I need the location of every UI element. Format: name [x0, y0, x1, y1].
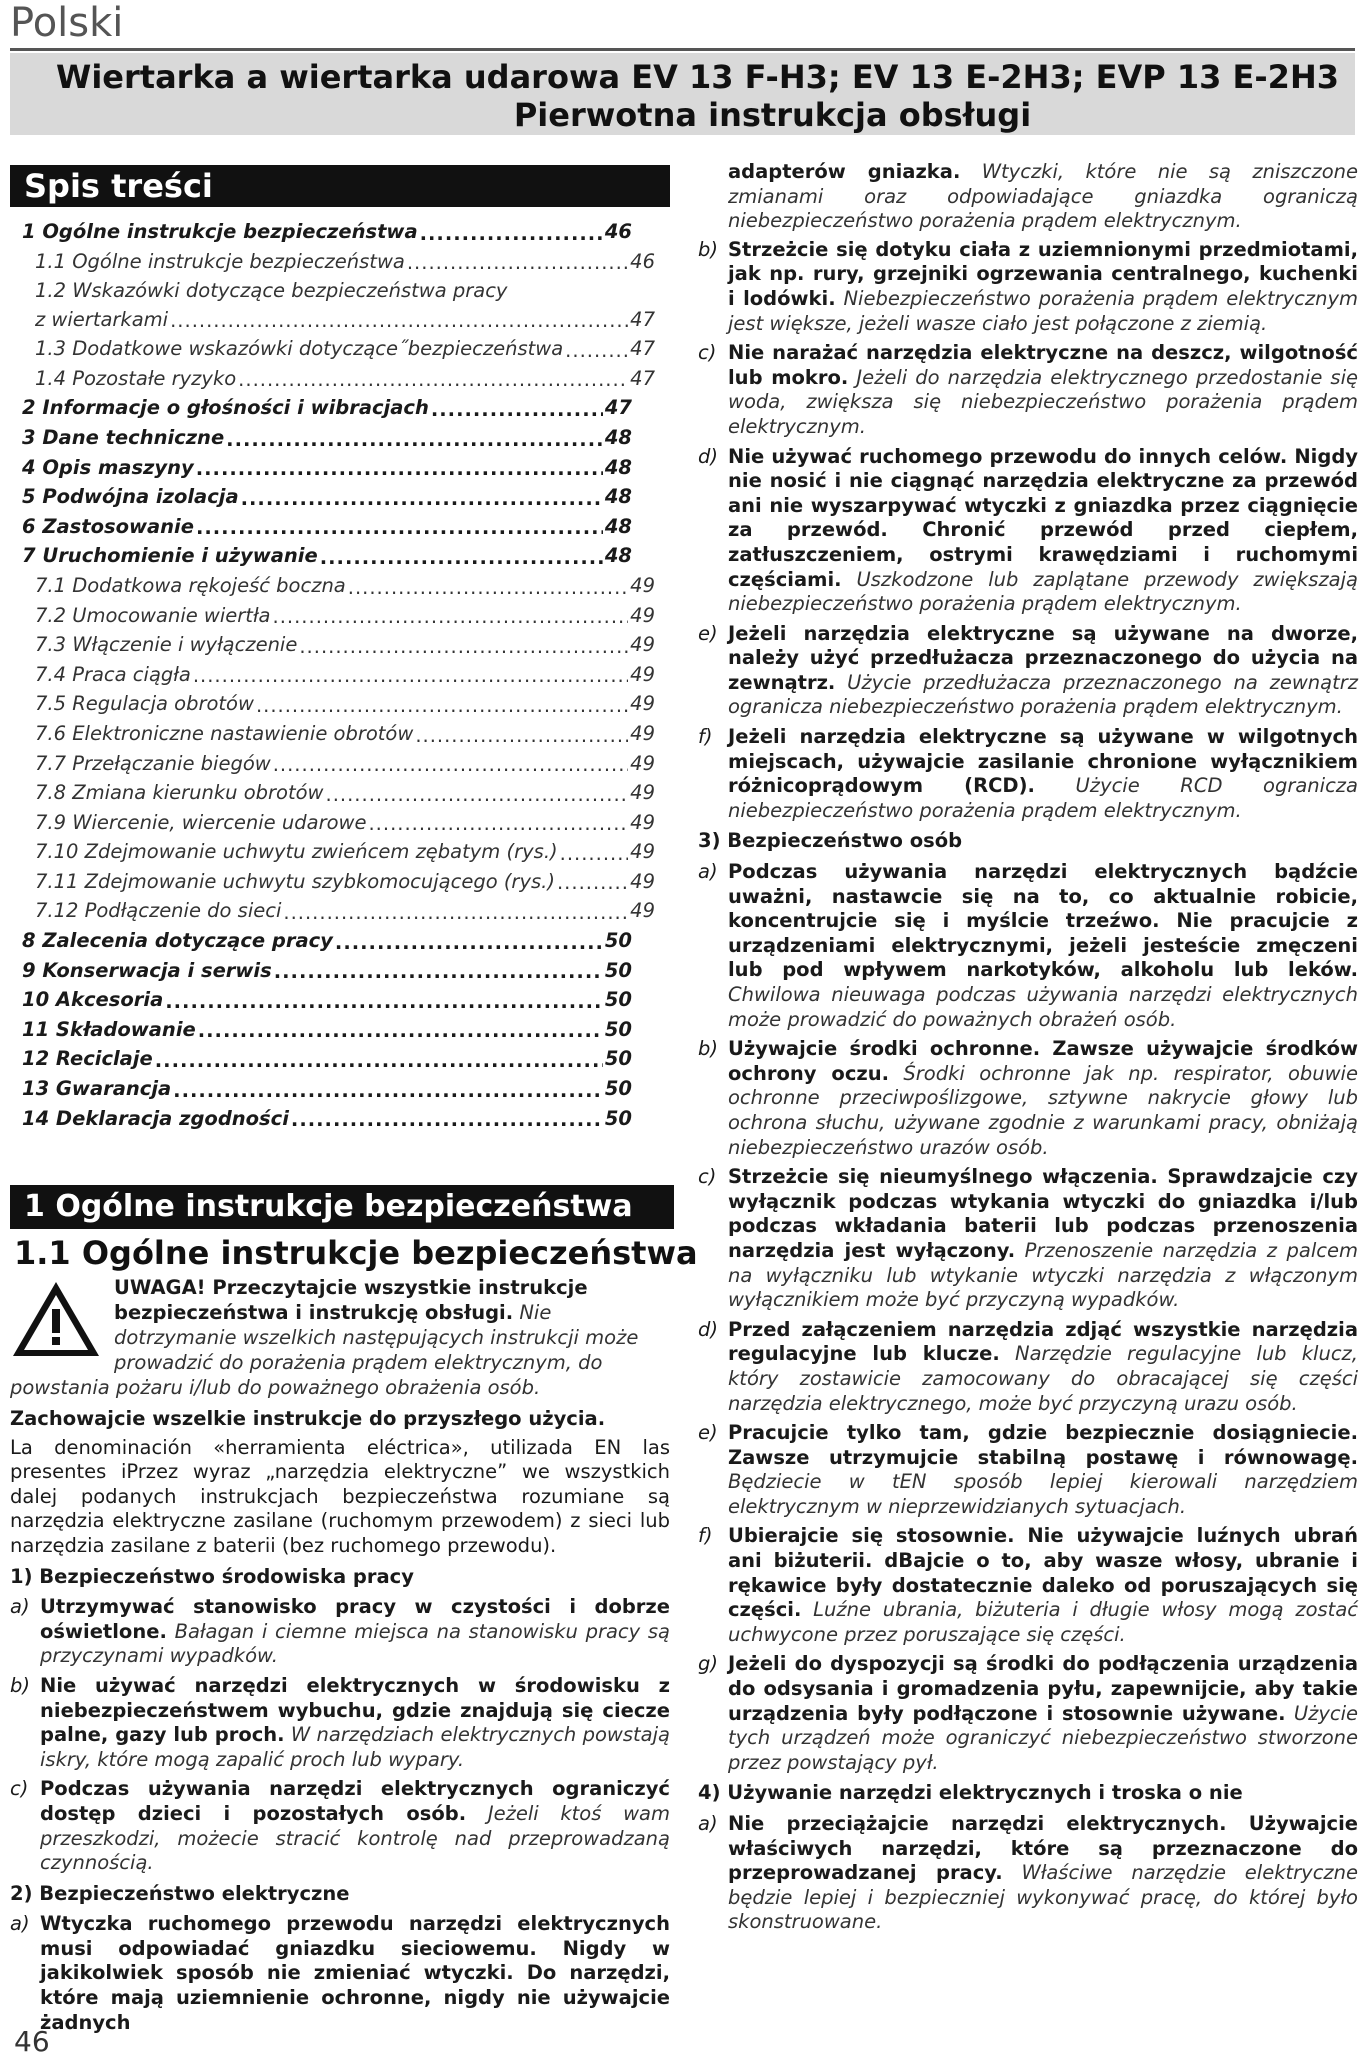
item-bold-text: Nie używać ruchomego przewodu do innych celów. Nigdy nie nosić i nie ciągnąć narzędzia elektryczne za przewód ani nie wyszarpywać wtyczki z gniazdka przez ciągnięcie za przewód. Chronić przewód przed ciepłem, zatłuszczeniem, ostrymi krawędziami i ruchomymi częściami.	[728, 444, 1358, 591]
item-marker: d)	[698, 1317, 718, 1341]
subsection-heading-3: 3) Bezpieczeństwo osób	[698, 829, 963, 853]
toc-entry-page: 50	[604, 929, 632, 953]
toc-entry-page: 47	[630, 308, 655, 332]
toc-entry-page: 50	[604, 1077, 632, 1101]
subsection-2-list	[698, 238, 1358, 824]
item-marker: a)	[698, 860, 718, 884]
warning-block	[10, 1275, 670, 1400]
item-marker: d)	[698, 444, 718, 468]
item-italic-text: Właściwe narzędzie elektryczne będzie lepiej i bezpieczniej wykonywać pracę, do której było skonstruowane.	[728, 1861, 1359, 1934]
item-marker: c)	[698, 1165, 717, 1189]
item-bold-text: Nie przeciążajcie narzędzi elektrycznych. Używajcie właściwych narzędzi, które są przeznaczone do przeprowadzanej pracy.	[728, 1812, 1358, 1885]
toc-leader	[238, 373, 628, 393]
toc-leader	[283, 906, 628, 926]
toc-entry-label: 7.10 Zdejmowanie uchwytu zwieńcem zębatym (rys.)	[35, 840, 558, 864]
list-item	[698, 238, 1358, 336]
warning-bold-text: UWAGA! Przeczytajcie wszystkie instrukcje bezpieczeństwa i instrukcję obsługi.	[114, 1276, 588, 1324]
toc-entry-page: 47	[630, 337, 655, 361]
toc-entry-page: 49	[630, 810, 655, 834]
item-italic-text: Narzędzie regulacyjne lub klucz, który zostawicie zamocowany do obracającej się części narzędzia elektrycznego, może być przyczyną urazu osób.	[728, 1342, 1358, 1415]
list-item	[10, 1595, 670, 1669]
toc-leader	[196, 521, 603, 541]
toc-entry-label: 8 Zalecenia dotyczące pracy	[22, 929, 333, 953]
warning-italic-text: Nie dotrzymanie wszelkich następujących instrukcji może prowadzić do porażenia prądem elektrycznym, do powstania pożaru i/lub do poważnego obrażenia osób.	[10, 1301, 639, 1399]
list-item	[10, 1912, 670, 2035]
toc-entry-page: 50	[604, 1106, 632, 1130]
toc-entry-label: 7.7 Przełączanie biegów	[35, 751, 271, 775]
toc-entry-label-cont: z wiertarkami	[35, 308, 169, 332]
item-marker: b)	[698, 1037, 718, 1061]
toc-leader	[241, 492, 603, 512]
toc-entry-page: 50	[604, 988, 632, 1012]
toc-leader	[407, 256, 628, 276]
toc-entry-label: 3 Dane techniczne	[22, 425, 225, 449]
toc-entry-label: 4 Opis maszyny	[22, 455, 194, 479]
section-heading-1-1: 1.1 Ogólne instrukcje bezpieczeństwa	[14, 1234, 698, 1272]
toc-entry	[10, 541, 632, 571]
subsection-4-list	[698, 1812, 1358, 1935]
toc-entry-line2	[35, 305, 655, 334]
item-bold-text: Nie narażać narzędzia elektryczne na deszcz, wilgotność lub mokro.	[728, 341, 1358, 389]
item-italic-text: Uszkodzone lub zaplątane przewody zwiększają niebezpieczeństwo porażenia prądem elektrycznym.	[728, 567, 1358, 616]
toc-entry-page: 48	[604, 514, 632, 538]
item-bold-text: Jeżeli narzędzia elektryczne są używane na dworze, należy użyć przedłużacza przeznaczonego do użycia na zewnątrz.	[728, 621, 1358, 694]
toc-entry-label: 1.4 Pozostałe ryzyko	[35, 366, 237, 390]
toc-entry-page: 49	[630, 603, 655, 627]
toc-leader	[165, 995, 603, 1015]
list-item	[698, 1165, 1358, 1313]
toc-leader	[368, 817, 628, 837]
toc-entry-label: 7.5 Regulacja obrotów	[35, 692, 254, 716]
toc-entry-page: 49	[630, 781, 655, 805]
item-marker: f)	[698, 1524, 713, 1548]
list-item	[698, 860, 1358, 1032]
list-item	[10, 1674, 670, 1772]
toc-entry	[10, 660, 655, 690]
toc-entry-page: 48	[604, 544, 632, 568]
subsection-heading-2: 2) Bezpieczeństwo elektryczne	[10, 1881, 350, 1905]
continued-italic: Wtyczki, które nie są zniszczone zmianami oraz odpowiadające gniazdka ograniczą niebezpieczeństwo porażenia prądem elektrycznym.	[728, 160, 1359, 233]
page-number: 46	[14, 2025, 50, 2058]
item-text	[40, 1595, 670, 1669]
toc-leader	[196, 462, 603, 482]
toc-leader	[557, 876, 628, 896]
toc-entry-page: 46	[630, 249, 655, 273]
keep-instructions: Zachowajcie wszelkie instrukcje do przyszłego użycia.	[10, 1407, 606, 1430]
toc-entry-page: 47	[630, 366, 655, 390]
title-line-1: Wiertarka a wiertarka udarowa EV 13 F-H3; EV 13 E-2H3; EVP 13 E-2H3	[56, 58, 1339, 96]
item-marker: c)	[698, 341, 717, 365]
toc-leader	[198, 1024, 603, 1044]
toc-entry-label: 1.1 Ogólne instrukcje bezpieczeństwa	[35, 249, 405, 273]
toc-entry-label: 7.12 Podłączenie do sieci	[35, 899, 282, 923]
definition-paragraph: La denominación «herramienta eléctrica», utilizada EN las presentes iPrzez wyraz „narzędzia elektryczne” we wszystkich dalej podanych instrukcjach bezpieczeństwa rozumiane są narzędzia elektryczne zasilane (ruchomym przewodem) z sieci lub narzędzia zasilane z baterii (bez ruchomego przewodu).	[10, 1435, 670, 1557]
toc-entry-page: 48	[604, 455, 632, 479]
list-item	[698, 1318, 1358, 1416]
item-bold-text: Podczas używania narzędzi elektrycznych bądźcie uważni, nastawcie się na to, co aktualnie robicie, koncentrujcie się i myślcie trzeźwo. Nie pracujcie z urządzeniami elektrycznymi, jeżeli jesteście zmęczeni lub pod wpływem narkotyków, alkoholu lub leków.	[728, 860, 1358, 982]
language-label: Polski	[10, 0, 124, 46]
toc-leader	[326, 788, 629, 808]
item-marker: b)	[10, 1673, 30, 1697]
item-bold-text: Nie używać narzędzi elektrycznych w środowisku z niebezpieczeństwem wybuchu, gdzie znajdują się ciecze palne, gazy lub proch.	[40, 1673, 670, 1747]
toc-entry-label: 7.2 Umocowanie wiertła	[35, 603, 271, 627]
right-column	[698, 160, 1358, 1940]
subsection-3-list	[698, 860, 1358, 1775]
toc-entry-label: 7.1 Dodatkowa rękojeść boczna	[35, 573, 346, 597]
toc-entry-page: 49	[630, 721, 655, 745]
toc-leader	[348, 581, 628, 601]
list-item	[698, 1812, 1358, 1935]
toc-entry	[10, 276, 655, 334]
item-bold-text: Ubierajcie się stosownie. Nie używajcie luźnych ubrań ani biżuterii. dBajcie o to, aby wasze włosy, ubranie i rękawice były dostatecznie daleko od poruszających się części.	[728, 1524, 1358, 1622]
toc-entry	[10, 601, 655, 631]
toc-entry-page: 49	[630, 751, 655, 775]
item-marker: e)	[698, 1421, 718, 1445]
toc-entry	[10, 1074, 632, 1104]
item-marker: e)	[698, 621, 718, 645]
toc-entry-page: 47	[604, 396, 632, 420]
toc-entry-label: 12 Reciclaje	[22, 1047, 153, 1071]
toc-entry-page: 48	[604, 425, 632, 449]
item-text	[40, 1674, 670, 1772]
toc-leader	[320, 551, 603, 571]
toc-leader	[560, 847, 629, 867]
toc-leader	[173, 1084, 603, 1104]
toc-heading: Spis treści	[10, 165, 670, 207]
item-bold-text: Jeżeli narzędzia elektryczne są używane w wilgotnych miejscach, używajcie zasilanie chronione wyłącznikiem różnicoprądowym (RCD).	[728, 725, 1358, 798]
item-text	[728, 1524, 1358, 1647]
item-text	[728, 860, 1358, 1032]
toc-leader	[193, 669, 628, 689]
toc-entry	[10, 512, 632, 542]
item-bold-text: Strzeżcie się dotyku ciała z uziemnionymi przedmiotami, jak np. rury, grzejniki ogrzewania centralnego, kuchenki i lodówki.	[728, 237, 1358, 310]
table-of-contents	[10, 217, 670, 1133]
toc-entry	[10, 630, 655, 660]
item-text	[728, 622, 1358, 720]
toc-entry	[10, 808, 655, 838]
toc-entry-page: 49	[630, 869, 655, 893]
item-italic-text: Chwilowa nieuwaga podczas używania narzędzi elektrycznych może prowadzić do poważnych obrażeń osób.	[728, 983, 1358, 1031]
list-item	[698, 1421, 1358, 1519]
toc-entry	[10, 334, 655, 364]
toc-entry-label: 10 Akcesoria	[22, 988, 164, 1012]
toc-entry-label: 14 Deklaracja zgodności	[22, 1106, 289, 1130]
item-bold-text: Jeżeli do dyspozycji są środki do podłączenia urządzenia do odsysania i gromadzenia pyłu, zapewnijcie, aby takie urządzenia były podłączone i stosownie używane.	[728, 1652, 1358, 1725]
toc-leader	[226, 433, 603, 453]
item-marker: g)	[698, 1652, 718, 1676]
toc-entry-label: 7.9 Wiercenie, wiercenie udarowe	[35, 810, 367, 834]
subsection-1-list	[10, 1595, 670, 1876]
toc-entry	[10, 719, 655, 749]
subsection-heading-1: 1) Bezpieczeństwo środowiska pracy	[10, 1564, 414, 1588]
item-italic-text: W narzędziach elektrycznych powstają iskry, które mogą zapalić proch lub wypary.	[40, 1723, 670, 1771]
item-italic-text: Przenoszenie narzędzia z palcem na wyłączniku lub wtykanie wtyczki narzędzia z włączonym wyłącznikiem może być przyczyną wypadków.	[728, 1238, 1358, 1312]
item-marker: b)	[698, 237, 718, 261]
toc-entry-page: 49	[630, 662, 655, 686]
toc-entry	[10, 1104, 632, 1134]
toc-entry-label: 7 Uruchomienie i używanie	[22, 544, 318, 568]
toc-leader	[291, 1113, 603, 1133]
toc-entry	[10, 571, 655, 601]
item-text	[728, 445, 1358, 617]
list-item	[698, 622, 1358, 720]
toc-entry-page: 49	[630, 573, 655, 597]
toc-entry	[10, 778, 655, 808]
list-item	[698, 725, 1358, 823]
title-line-2: Pierwotna instrukcja obsługi	[513, 96, 1032, 134]
item-bold-text: Utrzymywać stanowisko pracy w czystości i dobrze oświetlone.	[40, 1595, 670, 1643]
toc-entry	[10, 217, 632, 247]
toc-leader	[299, 640, 628, 660]
toc-leader	[155, 1054, 603, 1074]
toc-entry-page: 49	[630, 692, 655, 716]
toc-entry	[10, 896, 655, 926]
toc-entry	[10, 423, 632, 453]
toc-entry-page: 50	[604, 1017, 632, 1041]
item-text	[728, 1165, 1358, 1313]
item-italic-text: Środki ochronne jak np. respirator, obuwie ochronne przeciwpoślizgowe, sztywne nakrycie głowy lub ochrona słuchu, używane zgodnie z warunkami pracy, obniżają niebezpieczeństwo urazów osób.	[728, 1061, 1358, 1159]
section-heading-1: 1 Ogólne instrukcje bezpieczeństwa	[10, 1185, 674, 1229]
list-item	[698, 1524, 1358, 1647]
header-rule	[10, 48, 1355, 51]
toc-entry-label: 2 Informacje o głośności i wibracjach	[22, 396, 429, 420]
toc-leader	[274, 965, 603, 985]
toc-leader	[420, 227, 603, 247]
item-text	[728, 1037, 1358, 1160]
item-text	[728, 341, 1358, 439]
item-text	[728, 238, 1358, 336]
toc-entry	[10, 1044, 632, 1074]
toc-entry-label: 9 Konserwacja i serwis	[22, 958, 272, 982]
continued-paragraph	[698, 160, 1358, 234]
toc-leader	[335, 936, 603, 956]
toc-entry-page: 48	[604, 485, 632, 509]
item-italic-text: Luźne ubrania, biżuteria i długie włosy mogą zostać uchwycone przez poruszające się części.	[728, 1598, 1358, 1646]
toc-entry-label: 13 Gwarancja	[22, 1077, 172, 1101]
toc-entry	[10, 689, 655, 719]
item-italic-text: Niebezpieczeństwo porażenia prądem elektrycznym jest większe, jeżeli wasze ciało jest połączone z ziemią.	[728, 286, 1358, 335]
toc-entry	[10, 1015, 632, 1045]
list-item	[698, 1652, 1358, 1775]
list-item	[698, 1037, 1358, 1160]
item-bold-text: Przed załączeniem narzędzia zdjąć wszystkie narzędzia regulacyjne lub klucze.	[728, 1317, 1358, 1366]
toc-entry	[10, 867, 655, 897]
item-text	[728, 725, 1358, 823]
warning-triangle-icon	[10, 1279, 102, 1359]
right-body	[698, 160, 1358, 1935]
toc-entry	[10, 749, 655, 779]
toc-entry-page: 50	[604, 1047, 632, 1071]
list-item	[698, 445, 1358, 617]
toc-entry-label: 7.6 Elektroniczne nastawienie obrotów	[35, 721, 414, 745]
toc-entry-label: 6 Zastosowanie	[22, 514, 194, 538]
toc-entry-label: 1.2 Wskazówki dotyczące bezpieczeństwa pracy	[35, 279, 508, 303]
toc-entry	[10, 247, 655, 277]
toc-entry	[10, 453, 632, 483]
toc-leader	[565, 344, 628, 364]
left-body	[10, 1407, 670, 2040]
item-marker: c)	[10, 1777, 29, 1801]
item-text	[728, 1652, 1358, 1775]
document-title	[10, 53, 1355, 135]
item-text	[728, 1318, 1358, 1416]
item-marker: a)	[698, 1812, 718, 1835]
item-italic-text: Będziecie w tEN sposób lepiej kierowali narzędziem elektrycznym w nieprzewidzianych sytuacjach.	[728, 1470, 1358, 1518]
item-italic-text: Jeżeli do narzędzia elektrycznego przedostanie się woda, zwiększa się niebezpieczeństwo porażenia prądem elektrycznym.	[728, 365, 1358, 438]
toc-entry-label: 11 Składowanie	[22, 1017, 196, 1041]
toc-entry	[10, 393, 632, 423]
subsection-heading-4: 4) Używanie narzędzi elektrycznych i troska o nie	[698, 1781, 1243, 1805]
toc-leader	[273, 610, 629, 630]
toc-entry	[10, 985, 632, 1015]
toc-entry	[10, 956, 632, 986]
item-text	[728, 1421, 1358, 1519]
item-italic-text: Użycie przedłużacza przeznaczonego na zewnątrz ogranicza niebezpieczeństwo porażenia prądem elektrycznym.	[728, 670, 1359, 719]
toc-entry-label: 5 Podwójna izolacja	[22, 485, 239, 509]
toc-entry-label: 1.3 Dodatkowe wskazówki dotyczące˝bezpieczeństwa	[35, 337, 564, 361]
list-item	[10, 1777, 670, 1875]
toc-leader	[256, 699, 628, 719]
toc-entry-page: 49	[630, 899, 655, 923]
toc-entry-label: 7.8 Zmiana kierunku obrotów	[35, 781, 324, 805]
item-italic-text: Bałagan i ciemne miejsca na stanowisku pracy są przyczynami wypadków.	[40, 1619, 671, 1668]
toc-entry-label: 1 Ogólne instrukcje bezpieczeństwa	[22, 220, 418, 243]
toc-entry-page: 46	[604, 220, 632, 243]
item-bold-text: Pracujcie tylko tam, gdzie bezpiecznie dosiągniecie. Zawsze utrzymujcie stabilną postawę i równowagę.	[728, 1421, 1358, 1469]
continued-bold: adapterów gniazka.	[728, 160, 961, 183]
toc-entry-page: 50	[604, 958, 632, 982]
item-text	[728, 1812, 1358, 1935]
toc-entry	[10, 926, 632, 956]
toc-leader	[170, 314, 628, 334]
item-marker: a)	[10, 1912, 30, 1936]
item-italic-text: Użycie tych urządzeń może ograniczyć niebezpieczeństwo stworzone przez powstający pył.	[728, 1701, 1358, 1774]
toc-entry	[10, 364, 655, 394]
item-marker: f)	[698, 725, 713, 749]
item-bold-text: Wtyczka ruchomego przewodu narzędzi elektrycznych musi odpowiadać gniazdku sieciowemu. Nigdy w jakikolwiek sposób nie zmieniać wtyczki. Do narzędzi, które mają uziemnienie ochronne, nigdy nie używajcie żadnych	[40, 1912, 670, 2034]
item-bold-text: Używajcie środki ochronne. Zawsze używajcie środków ochrony oczu.	[728, 1037, 1358, 1085]
toc-entry	[10, 837, 655, 867]
toc-leader	[415, 729, 628, 749]
item-bold-text: Strzeżcie się nieumyślnego włączenia. Sprawdzajcie czy wyłącznik podczas wtykania wtyczki do gniazdka i/lub podczas wkładania baterii lub podczas przenoszenia narzędzia jest wyłączony.	[728, 1165, 1358, 1262]
list-item	[698, 341, 1358, 439]
item-text	[40, 1777, 670, 1875]
item-italic-text: Jeżeli ktoś wam przeszkodzi, możecie stracić kontrolę nad przeprowadzaną czynnością.	[40, 1801, 670, 1875]
toc-leader	[431, 403, 603, 423]
item-bold-text: Podczas używania narzędzi elektrycznych ograniczyć dostęp dzieci i pozostałych osób.	[40, 1777, 670, 1825]
toc-entry-label: 7.4 Praca ciągła	[35, 662, 191, 686]
toc-entry-label: 7.3 Włączenie i wyłączenie	[35, 633, 298, 657]
toc-leader	[273, 758, 628, 778]
toc-entry-page: 49	[630, 840, 655, 864]
toc-entry-label: 7.11 Zdejmowanie uchwytu szybkomocującego (rys.)	[35, 869, 555, 893]
left-column	[10, 165, 670, 1133]
toc-entry	[10, 482, 632, 512]
item-marker: a)	[10, 1595, 30, 1619]
item-italic-text: Użycie RCD ogranicza niebezpieczeństwo porażenia prądem elektrycznym.	[728, 774, 1358, 822]
toc-entry-page: 49	[630, 633, 655, 657]
